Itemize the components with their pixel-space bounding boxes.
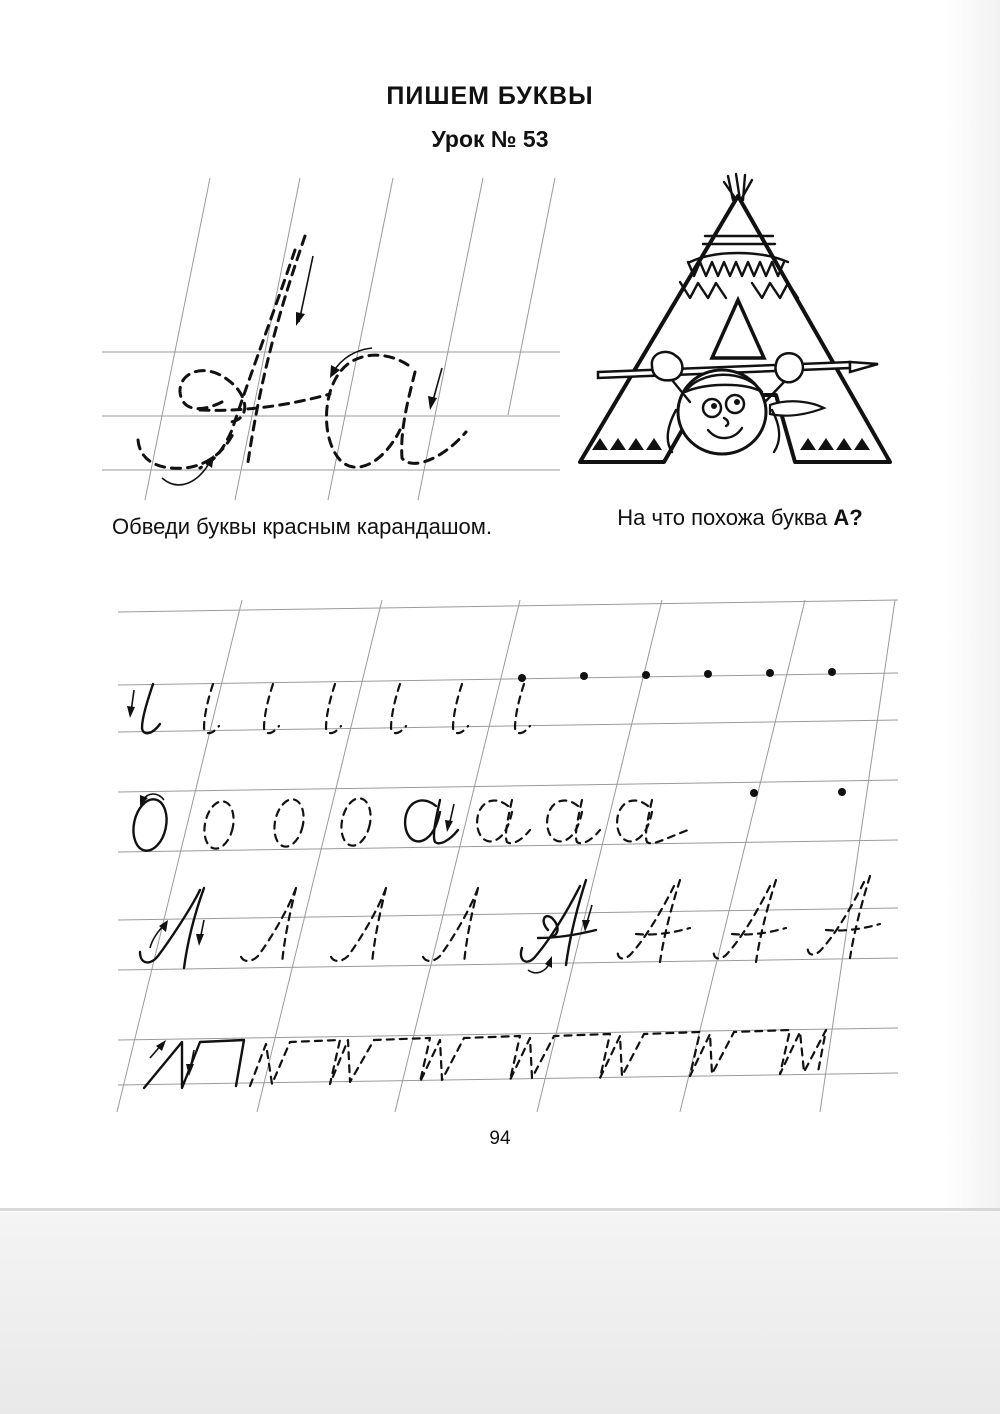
question-text (560, 505, 920, 531)
practice-guide-lines (117, 600, 898, 1112)
row-hooked-strokes (127, 668, 836, 733)
question-letter: А? (833, 505, 863, 530)
row-ovals-and-a (129, 788, 846, 854)
dotted-lowercase-a (327, 355, 467, 467)
upper-guide-lines (102, 178, 560, 500)
instruction-text: Обведи буквы красным карандашом. (112, 514, 492, 539)
page-number: 94 (489, 1128, 511, 1149)
question-prefix: На что похожа буква (617, 505, 834, 530)
teepee-illustration (580, 174, 890, 462)
lesson-number: Урок № 53 (431, 126, 549, 152)
row-capital-a (140, 876, 880, 973)
page-title: ПИШЕМ БУКВЫ (386, 82, 594, 110)
